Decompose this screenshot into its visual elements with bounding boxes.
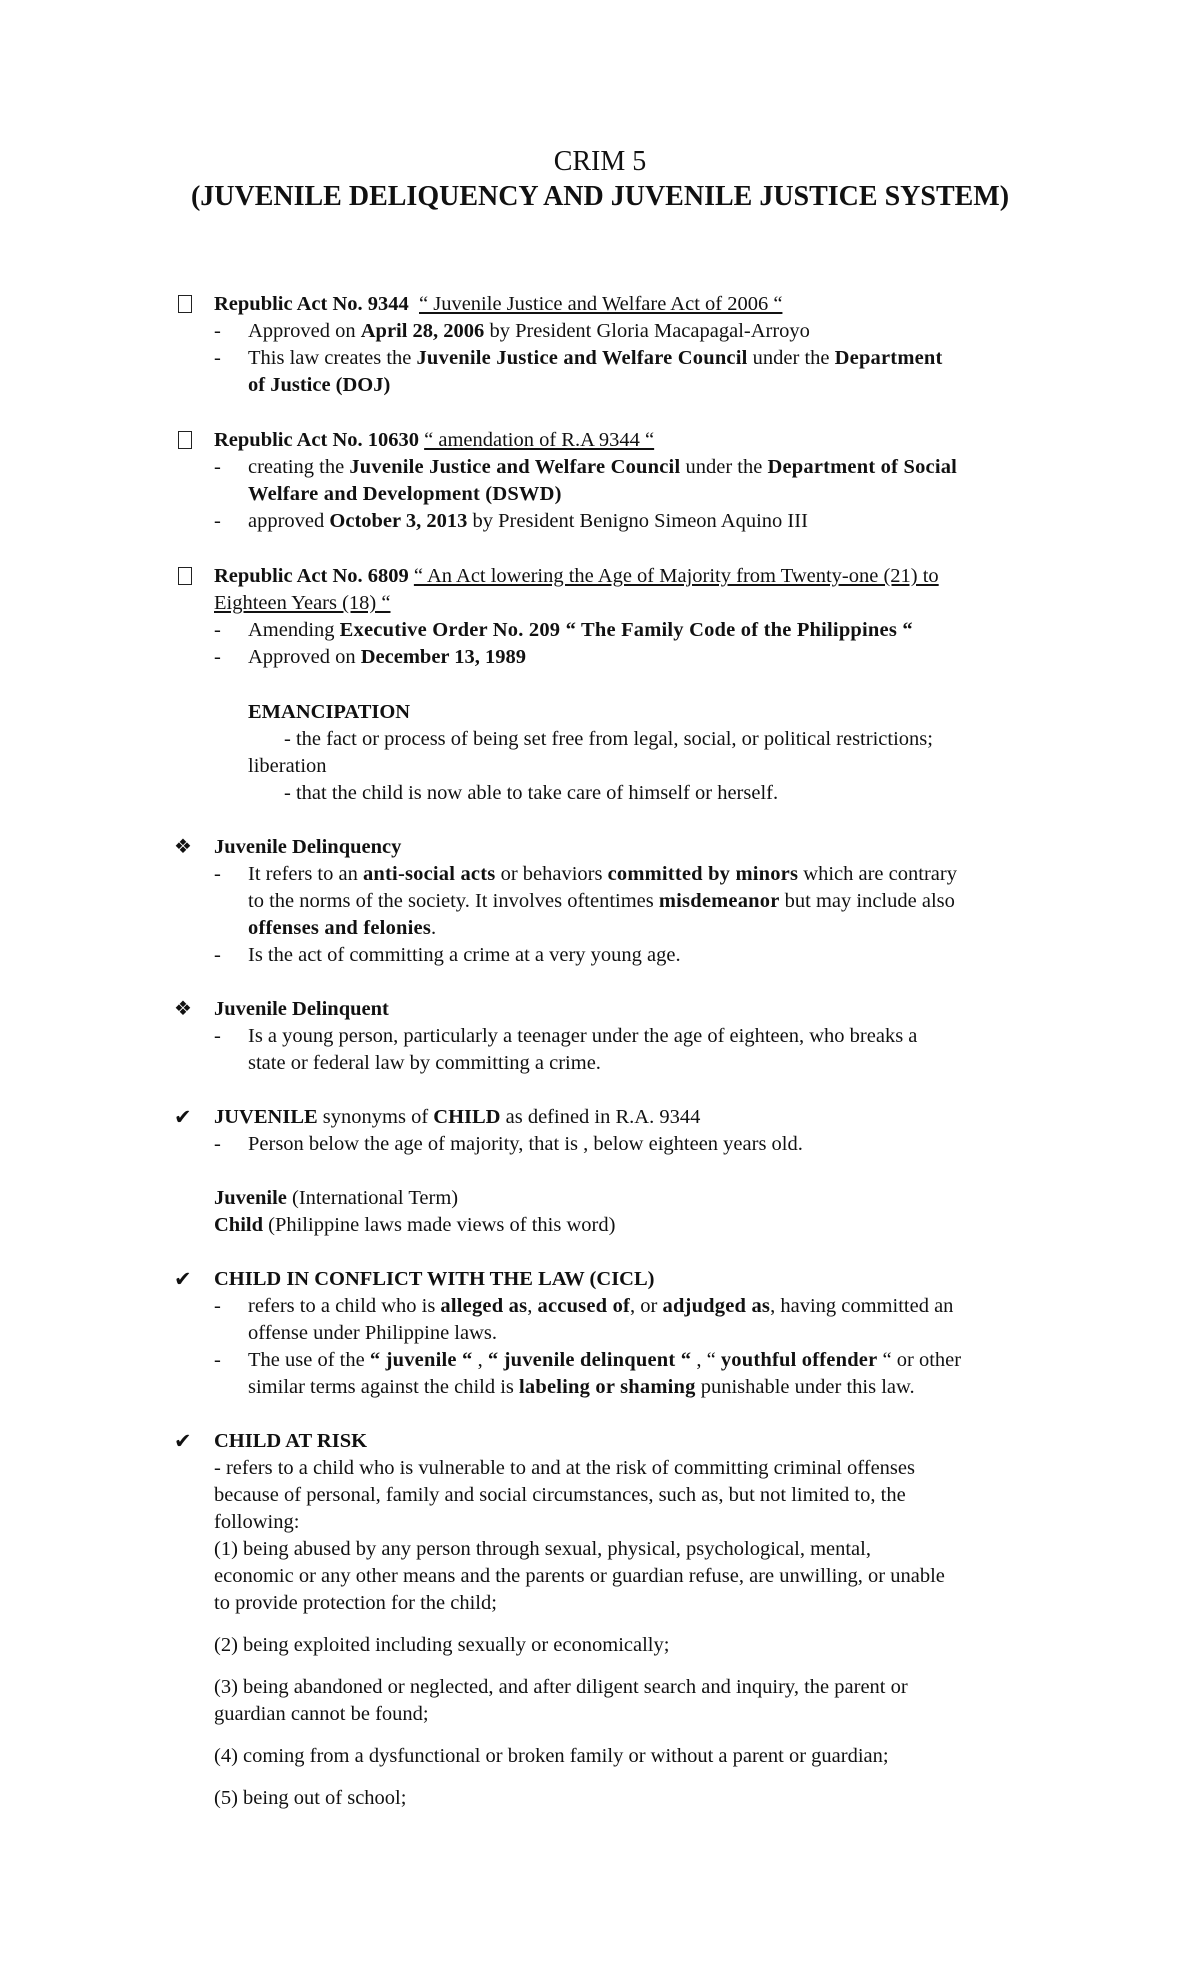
dash-bullet: - — [214, 456, 221, 478]
ra10630-heading: Republic Act No. 10630 “ amendation of R.A 9344 “ — [214, 429, 655, 451]
risk-definition-cont-2: following: — [214, 1511, 300, 1533]
check-bullet-icon: ✔ — [174, 1105, 192, 1129]
diamond-bullet-icon: ❖ — [174, 998, 192, 1020]
box-bullet-icon — [178, 291, 192, 317]
risk-item-1-cont: economic or any other means and the parents or guardian refuse, are unwilling, or unable — [214, 1565, 945, 1587]
check-bullet-icon: ✔ — [174, 1267, 192, 1291]
ra10630-approved: approved October 3, 2013 by President Benigno Simeon Aquino III — [248, 510, 808, 532]
dash-bullet: - — [214, 510, 221, 532]
dash-bullet: - — [214, 347, 221, 369]
emancipation-heading: EMANCIPATION — [248, 701, 411, 723]
juvenile-definition: Person below the age of majority, that is , below eighteen years old. — [248, 1133, 803, 1155]
dash-bullet: - — [214, 944, 221, 966]
delinquency-definition-cont-2: offenses and felonies. — [248, 917, 437, 939]
dash-bullet: - — [214, 1349, 221, 1371]
risk-item-3-cont: guardian cannot be found; — [214, 1703, 429, 1725]
delinquency-definition: It refers to an anti-social acts or behaviors committed by minors which are contrary — [248, 863, 957, 885]
ra6809-heading: Republic Act No. 6809 “ An Act lowering the Age of Majority from Twenty-one (21) to — [214, 565, 939, 587]
dash-bullet: - — [214, 1295, 221, 1317]
emancipation-definition: - the fact or process of being set free from legal, social, or political restrictions; — [284, 728, 933, 750]
dash-bullet: - — [214, 646, 221, 668]
document-title-course: CRIM 5 — [553, 146, 647, 177]
dash-bullet: - — [214, 320, 221, 342]
document-title-subject: (JUVENILE DELIQUENCY AND JUVENILE JUSTICE SYSTEM) — [190, 181, 1010, 212]
delinquent-definition-cont: state or federal law by committing a crime. — [248, 1052, 601, 1074]
delinquent-heading: Juvenile Delinquent — [214, 998, 389, 1020]
juvenile-heading: JUVENILE synonyms of CHILD as defined in R.A. 9344 — [214, 1106, 701, 1128]
cicl-labeling: The use of the “ juvenile “ , “ juvenile delinquent “ , “ youthful offender “ or other — [248, 1349, 962, 1371]
check-bullet-icon: ✔ — [174, 1429, 192, 1453]
juvenile-term-international: Juvenile (International Term) — [214, 1187, 459, 1209]
cicl-definition: refers to a child who is alleged as, accused of, or adjudged as, having committed an — [248, 1295, 954, 1317]
ra10630-council: creating the Juvenile Justice and Welfare Council under the Department of Social — [248, 456, 958, 478]
risk-definition: - refers to a child who is vulnerable to and at the risk of committing criminal offenses — [214, 1457, 915, 1479]
ra6809-amending: Amending Executive Order No. 209 “ The Family Code of the Philippines “ — [248, 619, 913, 641]
cicl-definition-cont: offense under Philippine laws. — [248, 1322, 497, 1344]
risk-item-5: (5) being out of school; — [214, 1787, 407, 1809]
delinquency-definition-2: Is the act of committing a crime at a very young age. — [248, 944, 681, 966]
dash-bullet: - — [214, 1133, 221, 1155]
dash-bullet: - — [214, 619, 221, 641]
cicl-labeling-cont: similar terms against the child is labeling or shaming punishable under this law. — [248, 1376, 915, 1398]
emancipation-definition-cont: liberation — [248, 755, 327, 777]
emancipation-definition-2: - that the child is now able to take care of himself or herself. — [284, 782, 779, 804]
delinquent-definition: Is a young person, particularly a teenager under the age of eighteen, who breaks a — [248, 1025, 918, 1047]
risk-item-1: (1) being abused by any person through sexual, physical, psychological, mental, — [214, 1538, 871, 1560]
risk-item-4: (4) coming from a dysfunctional or broken family or without a parent or guardian; — [214, 1745, 889, 1767]
ra9344-council-cont: of Justice (DOJ) — [248, 374, 391, 396]
cicl-heading: CHILD IN CONFLICT WITH THE LAW (CICL) — [214, 1268, 655, 1290]
risk-item-2: (2) being exploited including sexually or economically; — [214, 1634, 670, 1656]
ra9344-council: This law creates the Juvenile Justice and Welfare Council under the Department — [248, 347, 943, 369]
risk-item-1-cont-2: to provide protection for the child; — [214, 1592, 497, 1614]
ra6809-heading-cont: Eighteen Years (18) “ — [214, 592, 391, 614]
risk-definition-cont: because of personal, family and social circumstances, such as, but not limited to, the — [214, 1484, 906, 1506]
ra6809-approved: Approved on December 13, 1989 — [248, 646, 527, 668]
risk-heading: CHILD AT RISK — [214, 1430, 368, 1452]
ra9344-heading: Republic Act No. 9344 “ Juvenile Justice and Welfare Act of 2006 “ — [214, 293, 783, 315]
delinquency-heading: Juvenile Delinquency — [214, 836, 402, 858]
dash-bullet: - — [214, 1025, 221, 1047]
box-bullet-icon — [178, 427, 192, 453]
ra9344-approved: Approved on April 28, 2006 by President Gloria Macapagal-Arroyo — [248, 320, 810, 342]
child-term-philippine: Child (Philippine laws made views of this word) — [214, 1214, 616, 1236]
risk-item-3: (3) being abandoned or neglected, and after diligent search and inquiry, the parent or — [214, 1676, 908, 1698]
delinquency-definition-cont: to the norms of the society. It involves oftentimes misdemeanor but may include also — [248, 890, 955, 912]
diamond-bullet-icon: ❖ — [174, 836, 192, 858]
box-bullet-icon — [178, 563, 192, 589]
dash-bullet: - — [214, 863, 221, 885]
ra10630-council-cont: Welfare and Development (DSWD) — [248, 483, 562, 505]
